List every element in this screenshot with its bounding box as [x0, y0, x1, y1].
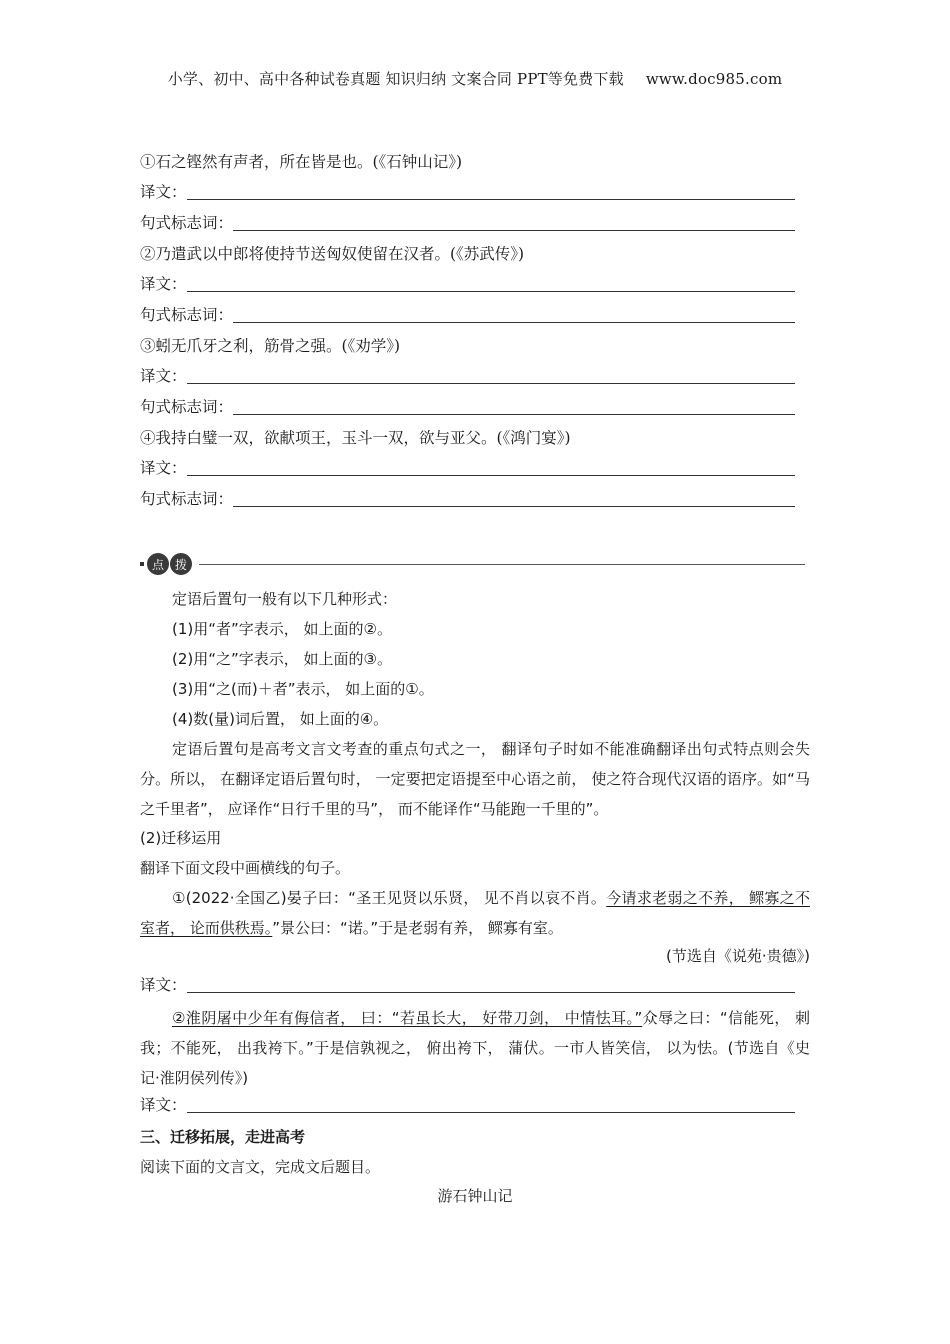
bullet-dot — [140, 562, 144, 566]
passage-1-translation — [140, 973, 795, 997]
passage-1-underlined: 今请求老弱之不养， 鳏寡之不室者， 论而供秩焉。 — [140, 889, 810, 937]
answer-blank[interactable] — [187, 290, 795, 292]
header-text: 小学、初中、高中各种试卷真题 知识归纳 文案合同 PPT等免费下载 — [167, 70, 624, 88]
marker-label: 句式标志词： — [140, 490, 234, 508]
exercise-2-marker — [140, 303, 795, 327]
tip-form-1: (1)用“者”字表示， 如上面的②。 — [172, 620, 393, 638]
section2-title: (2)迁移运用 — [140, 829, 222, 847]
tip-explanation: 定语后置句是高考文言文考查的重点句式之一， 翻译句子时如不能准确翻译出句式特点则会失分。所以， 在翻译定语后置句时， 一定要把定语提至中心语之前， 使之符合现代汉语的语序。如“马之千里者”， 应译作“日行千里的马”， 而不能译作“马能跑一千里的”。 — [140, 740, 810, 818]
passage-2-rest: 众辱之曰：“信能死， 刺我；不能死， 出我袴下。”于是信孰视之， 俯出袴下， 蒲伏。一市人皆笑信， 以为怯。(节选自《史记·淮阴侯列传》) — [140, 1009, 811, 1087]
passage-1 — [140, 883, 810, 943]
exercise-1-marker — [140, 211, 795, 235]
answer-blank[interactable] — [233, 229, 795, 231]
answer-blank[interactable] — [233, 413, 795, 415]
answer-blank[interactable] — [187, 198, 795, 200]
answer-blank[interactable] — [233, 321, 795, 323]
answer-blank[interactable] — [233, 505, 795, 507]
passage-2-underlined: ②淮阴屠中少年有侮信者， 曰：“若虽长大， 好带刀剑， 中情怯耳。” — [172, 1009, 643, 1027]
exercise-4-marker — [140, 487, 795, 511]
passage-2-translation — [140, 1093, 795, 1117]
tip-form-2: (2)用“之”字表示， 如上面的③。 — [172, 650, 393, 668]
translation-label: 译文： — [140, 275, 187, 293]
source-1: (节选自《说苑·贵德》) — [666, 947, 810, 965]
exercise-3-sentence: ③蚓无爪牙之利，筋骨之强。(《劝学》) — [140, 337, 401, 355]
exercise-3-marker — [140, 395, 795, 419]
passage-2 — [140, 1003, 810, 1093]
marker-label: 句式标志词： — [140, 306, 234, 324]
marker-label: 句式标志词： — [140, 214, 234, 232]
marker-label: 句式标志词： — [140, 398, 234, 416]
exercise-2-translation — [140, 272, 795, 296]
tip-form-4: (4)数(量)词后置， 如上面的④。 — [172, 710, 389, 728]
answer-blank[interactable] — [187, 474, 795, 476]
tip-intro: 定语后置句一般有以下几种形式： — [172, 590, 398, 608]
answer-blank[interactable] — [187, 382, 795, 384]
tip-form-3: (3)用“之(而)＋者”表示， 如上面的①。 — [172, 680, 434, 698]
exercise-2-sentence: ②乃遣武以中郎将使持节送匈奴使留在汉者。(《苏武传》) — [140, 245, 525, 263]
exercise-4-translation — [140, 456, 795, 480]
tip-badge-2: 拨 — [170, 553, 192, 575]
tip-header — [140, 551, 805, 577]
passage-1-part-a: ①(2022·全国乙)晏子曰：“圣王见贤以乐贤， 见不肖以哀不肖。 — [172, 889, 607, 907]
translation-label: 译文： — [140, 367, 187, 385]
section3-title: 三、迁移拓展，走进高考 — [140, 1128, 306, 1146]
translation-label: 译文： — [140, 976, 187, 994]
answer-blank[interactable] — [187, 1111, 795, 1113]
translation-label: 译文： — [140, 1096, 187, 1114]
tip-badge-1: 点 — [147, 553, 169, 575]
exercise-3-translation — [140, 364, 795, 388]
passage-1-part-b: ”景公曰：“诺。”于是老弱有养， 鳏寡有室。 — [272, 919, 563, 937]
header-url: www.doc985.com — [645, 70, 783, 88]
translation-label: 译文： — [140, 183, 187, 201]
section3-instruction: 阅读下面的文言文，完成文后题目。 — [140, 1158, 381, 1176]
section2-instruction: 翻译下面文段中画横线的句子。 — [140, 859, 351, 877]
answer-blank[interactable] — [187, 991, 795, 993]
exercise-1-translation — [140, 180, 795, 204]
page-header — [0, 68, 950, 89]
divider — [199, 564, 805, 565]
exercise-4-sentence: ④我持白璧一双，欲献项王，玉斗一双，欲与亚父。(《鸿门宴》) — [140, 429, 571, 447]
exercise-1-sentence: ①石之铿然有声者，所在皆是也。(《石钟山记》) — [140, 153, 463, 171]
translation-label: 译文： — [140, 459, 187, 477]
passage-title: 游石钟山记 — [437, 1187, 513, 1205]
